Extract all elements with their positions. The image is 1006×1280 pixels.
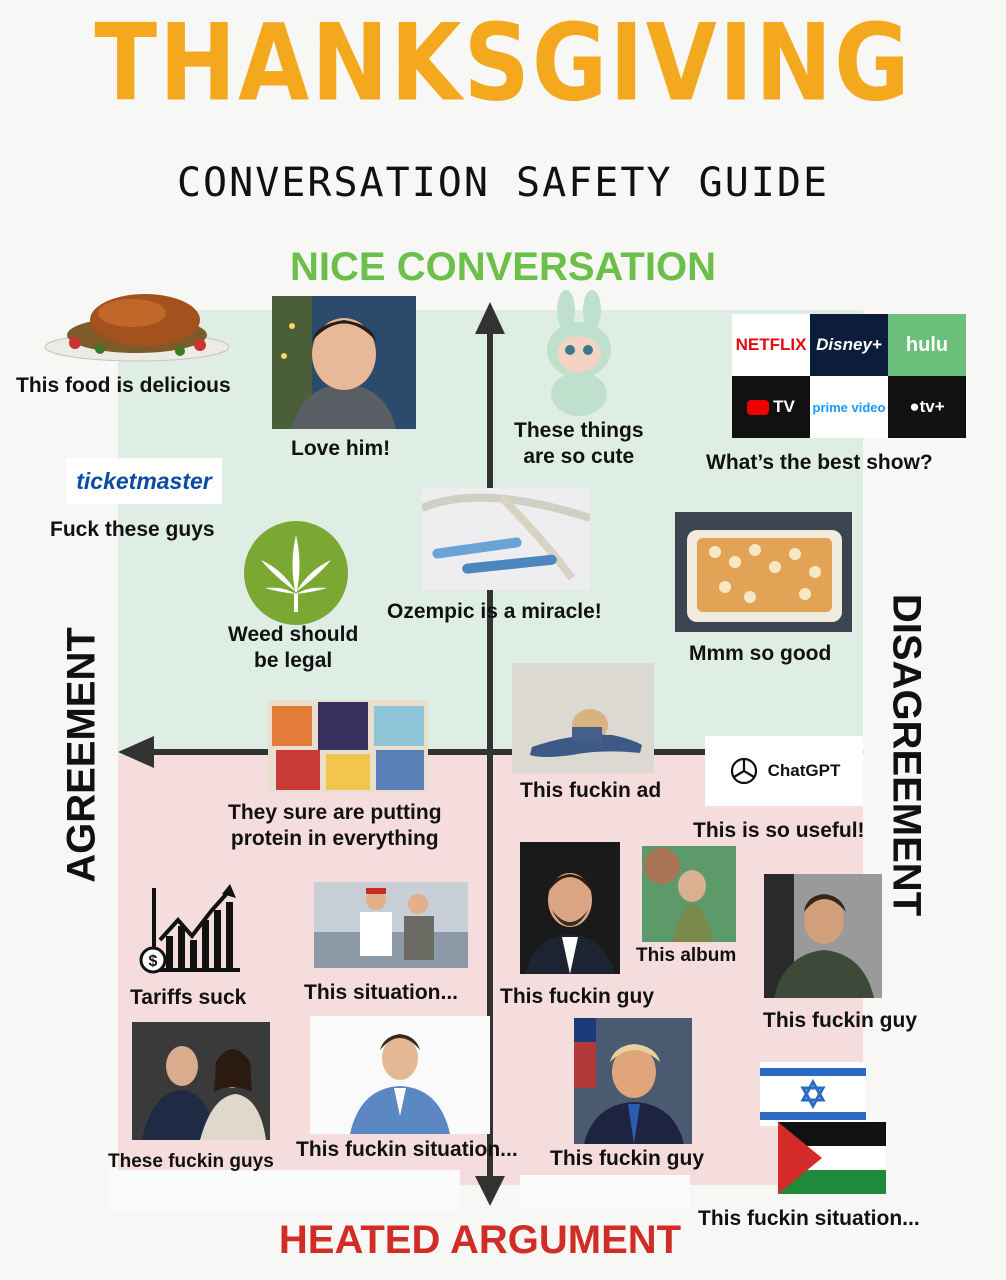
arrow-down-icon [475, 1176, 505, 1206]
label-protein [228, 800, 442, 853]
chatgpt-icon [728, 755, 760, 787]
label-situation: This situation... [304, 981, 459, 1004]
label-cute-line2: are so cute [523, 445, 635, 469]
label-album: This album [636, 945, 737, 966]
label-weed-line2: be legal [254, 649, 333, 673]
ad-photo [512, 663, 654, 773]
dollar-sign: $ [148, 953, 158, 970]
label-guy-3: This fuckin guy [550, 1147, 705, 1170]
label-situation-2: This fuckin situation... [296, 1138, 518, 1161]
youtube-tv-label: TV [773, 397, 795, 416]
label-ad: This fuckin ad [520, 779, 662, 802]
label-guy-1: This fuckin guy [500, 985, 655, 1008]
arrow-up-icon [475, 302, 505, 334]
label-best-show: What’s the best show? [706, 451, 933, 474]
speaker-photo [310, 1016, 490, 1134]
labubu-toy [538, 290, 620, 418]
israel-flag-icon [760, 1062, 866, 1126]
weed-leaf-icon [243, 520, 349, 626]
youtube-tv-logo [732, 376, 810, 438]
ticketmaster-logo: ticketmaster [66, 458, 222, 504]
axis-label-disagreement: DISAGREEMENT [884, 593, 929, 917]
label-protein-line1: They sure are putting [228, 801, 442, 824]
arrow-left-icon [118, 736, 154, 768]
label-ticketmaster: Fuck these guys [50, 518, 215, 541]
chatgpt-label: ChatGPT [767, 761, 841, 780]
politician-portrait-photo [574, 1018, 692, 1144]
boy-photo [272, 296, 416, 429]
label-situation-3: This fuckin situation... [698, 1207, 920, 1230]
label-mmm: Mmm so good [689, 642, 832, 665]
label-cute-line1: These things [514, 419, 644, 442]
hulu-logo: hulu [888, 314, 966, 376]
album-cover-photo [642, 846, 736, 942]
casserole-photo [675, 512, 852, 632]
label-guy-2: This fuckin guy [763, 1009, 918, 1032]
label-guys: These fuckin guys [108, 1151, 274, 1172]
ozempic-photo [422, 488, 590, 590]
streaming-logos [732, 314, 966, 438]
man-portrait-photo [520, 842, 620, 974]
stock-chart-icon [136, 880, 242, 980]
protein-snacks-photo [268, 700, 428, 792]
turkey-icon [40, 285, 235, 365]
palestine-flag-icon [778, 1122, 886, 1194]
couple-photo [132, 1022, 270, 1140]
apple-tv-label: tv+ [919, 397, 945, 416]
label-tariffs: Tariffs suck [130, 986, 247, 1009]
apple-tv-logo [888, 376, 966, 438]
label-food: This food is delicious [16, 374, 231, 397]
play-icon [747, 400, 769, 415]
label-weed [228, 622, 358, 675]
axis-label-agreement: AGREEMENT [59, 627, 104, 883]
chatgpt-logo [705, 736, 863, 806]
disney-logo: Disney+ [810, 314, 888, 376]
prime-video-logo: prime video [810, 376, 888, 438]
label-ozempic: Ozempic is a miracle! [387, 600, 602, 623]
page-subtitle: CONVERSATION SAFETY GUIDE [176, 160, 830, 206]
label-love: Love him! [291, 437, 391, 460]
netflix-logo: NETFLIX [732, 314, 810, 376]
man-jacket-photo [764, 874, 882, 998]
label-protein-line2: protein in everything [230, 827, 439, 851]
label-cute [514, 418, 644, 471]
label-chatgpt: This is so useful! [693, 819, 865, 842]
page-title: THANKSGIVING [94, 1, 912, 126]
label-weed-line1: Weed should [228, 623, 359, 646]
handshake-photo [314, 882, 468, 968]
axis-label-nice: NICE CONVERSATION [290, 245, 716, 289]
apple-icon: ● [909, 397, 920, 416]
axis-label-heated: HEATED ARGUMENT [278, 1218, 682, 1262]
